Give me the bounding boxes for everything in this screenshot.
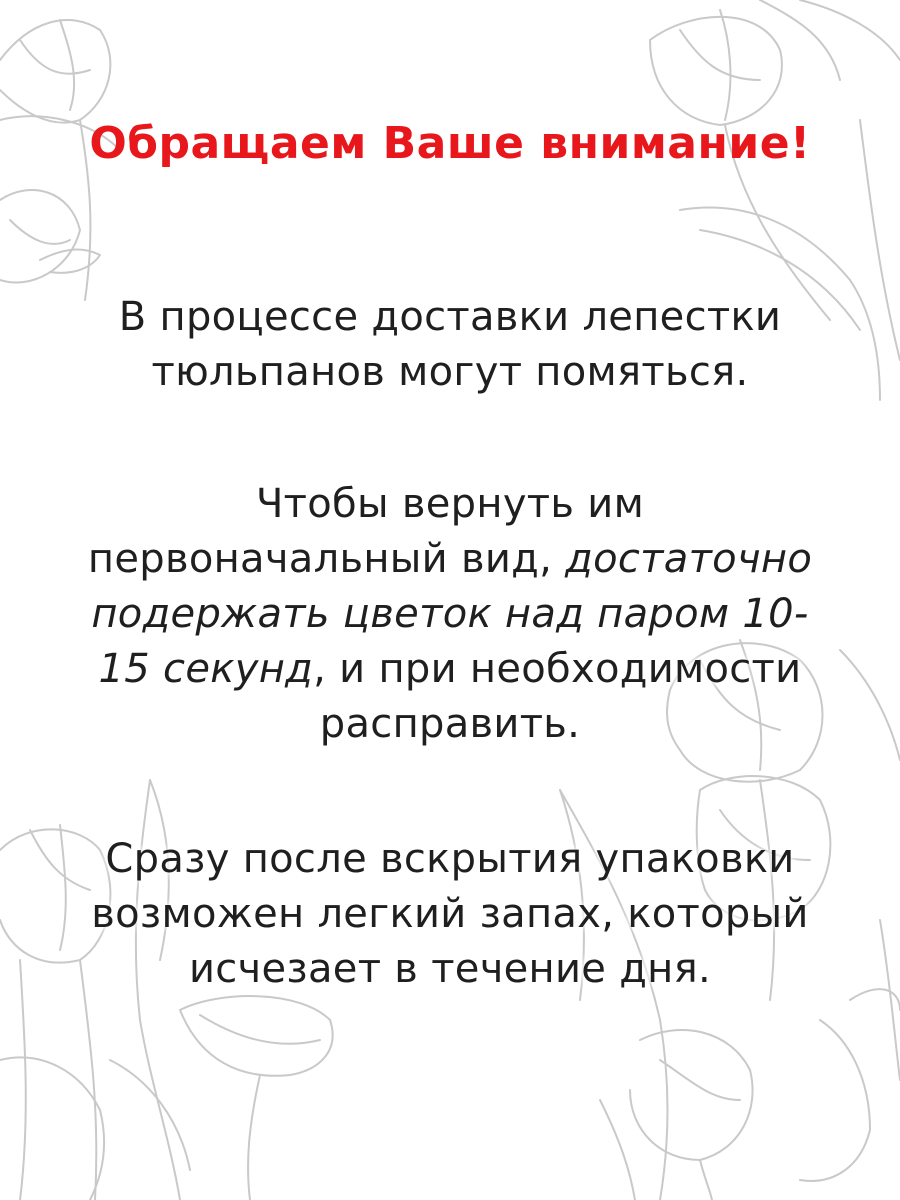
restore-instructions-paragraph [40,477,860,752]
paragraph3-line1: Сразу после вскрытия упаковки [105,836,795,882]
paragraph2-line4-italic: 15 секунд [98,646,314,692]
paragraph2-line2-normal: первоначальный вид, [87,536,566,582]
delivery-note-paragraph [40,290,860,400]
paragraph3-line3: исчезает в течение дня. [188,946,712,992]
paragraph3-line2: возможен легкий запах, который [91,891,809,937]
paragraph1-line1: В процессе доставки лепестки [118,294,782,340]
paragraph1-line2: тюльпанов могут помяться. [151,349,749,395]
paragraph2-line4 [40,642,860,697]
smell-note-paragraph [40,832,860,997]
paragraph2-line3: подержать цветок над паром 10- [91,591,809,637]
paragraph2-line5: расправить. [319,701,581,747]
paragraph2-line2-italic: достаточно [565,536,813,582]
paragraph2-line1: Чтобы вернуть им [255,481,645,527]
paragraph2-line4-normal: , и при необходимости [313,646,802,692]
paragraph2-line2 [40,532,860,587]
attention-heading: Обращаем Ваше внимание! [89,118,811,169]
